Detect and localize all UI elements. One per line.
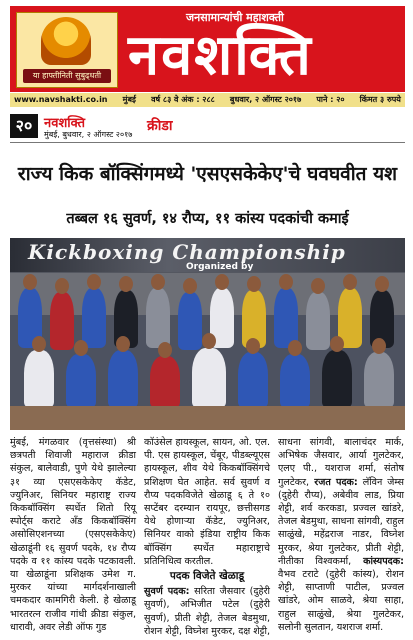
page-number: २० [10, 114, 38, 138]
silver-medal-list: लॅविन जेम्स (दुहेरी रौप्य), अबेवीव लाड, प्रिया शेट्टी, शर्व करकडा, प्रज्वल खांडरे, तेजल बेडमुथा, साधना सांगवी, राहुल साळुंखे, महेंद्रराज नाडर, विघ्नेश मुरकर, श्रेया गुलटेकर, प्रीती शेट्टी, नीतीका विश्वकर्मा, [278, 476, 404, 567]
article-headline: राज्य किक बॉक्सिंगमध्ये 'एसएसकेकेए'चे घवघवीत यश [17, 163, 398, 185]
athlete-figure [238, 352, 268, 408]
page-count: पाने : २० [316, 95, 345, 104]
bronze-medal-list: वैभव टराटे (दुहेरी कांस्य), रोशन शेट्टी, साप्ताणी पाटील, प्रज्वल खांडरे, ओम साळवे, श्रेया साहा, राहुल साळुंखे, श्रेया गुलटेकर, सलोनी सुलतान, यशराज शर्मा. [278, 569, 404, 633]
athlete-head [246, 338, 260, 354]
gold-medal-label: सुवर्ण पदक: [144, 586, 190, 598]
athlete-head [183, 278, 197, 294]
article-body [10, 436, 405, 637]
masthead-logo [16, 12, 118, 88]
masthead [10, 6, 405, 92]
athlete-head [343, 274, 357, 290]
bronze-medal-label: कांस्यपदक: [351, 555, 404, 567]
goddess-emblem-icon [41, 17, 91, 65]
athlete-figure [322, 350, 352, 408]
gold-medal-list: सरिता जैसवार (दुहेरी सुवर्ण), अभिजीत पटेल (दुहेरी सुवर्ण), प्रीती शेट्टी, तेजल बेडमुथा, रोशन शेट्टी, विघ्नेश मुरकर, दक्ष शेट्टी, [144, 586, 271, 637]
athlete-figure [50, 292, 74, 350]
website-link[interactable]: www.navshakti.co.in [14, 95, 108, 104]
athlete-figure [280, 354, 310, 408]
medal-winners-heading: पदक विजेते खेळाडू [169, 570, 245, 583]
edition-city: मुंबई [122, 95, 136, 104]
athlete-head [311, 278, 325, 294]
coach-figure [192, 348, 226, 408]
athlete-head [23, 274, 37, 290]
athlete-head [87, 274, 101, 290]
athlete-figure [82, 288, 106, 348]
photo-banner-title: Kickboxing Championship [28, 240, 346, 264]
athlete-figure [24, 350, 54, 408]
athlete-figure [108, 350, 138, 408]
column-2-text: कॉउंसेल हायस्कूल, सायन, ओ. एल. पी. एस हायस्कूल, चेंबूर, पीडब्ल्यूएस हायस्कूल, शीव येथे किकबॉक्सिंगचे प्रशिक्षण घेत आहेत. सर्व सुवर्ण व रौप्य पदकविजेते खेळाडू ६ ते १० सप्टेंबर दरम्यान रायपूर, छत्तीसगड येथे होणाऱ्या कॅडेट, ज्युनिअर, सिनियर वाको इंडिया राष्ट्रीय किक बॉक्सिंग स्पर्धेत महाराष्ट्राचे प्रतिनिधित्व करतील. [144, 437, 270, 567]
athlete-figure [150, 356, 180, 408]
photo-event-banner [10, 238, 405, 272]
athlete-head [74, 340, 88, 356]
page-header-strip [10, 112, 405, 143]
newspaper-name: नवशक्ति [128, 22, 313, 88]
athlete-figure [66, 354, 96, 408]
coach-head [202, 333, 216, 349]
team-photo [10, 238, 405, 430]
masthead-tagline: जनसामान्यांची महाशक्ती [186, 11, 284, 24]
athlete-figure [306, 292, 330, 350]
gold-medal-list-continued: साधना सांगवी, बालाचंदर मार्क, अभिषेक जैसवार, आर्या गुलटेकर, एलए पी., यशराज शर्मा, संतोष गुलटेकर, [278, 437, 404, 488]
athlete-head [330, 336, 344, 352]
article-column-2 [144, 436, 270, 638]
athlete-head [279, 274, 293, 290]
issue-date: बुधवार, २ ऑगस्ट २०१७ [229, 95, 302, 104]
athlete-head [55, 278, 69, 294]
masthead-info-bar [10, 93, 405, 107]
mini-newspaper-name: नवशक्ति [44, 116, 86, 131]
volume-issue: वर्ष ८३ वे अंक : २८८ [151, 95, 215, 104]
silver-medal-label: रजत पदक: [309, 476, 358, 488]
athlete-head [158, 342, 172, 358]
athlete-head [215, 274, 229, 290]
athlete-head [119, 276, 133, 292]
athlete-figure [146, 288, 170, 348]
athlete-head [32, 336, 46, 352]
athlete-head [375, 276, 389, 292]
logo-tagline: या हाफ्तीनिती सुबुढ्धती [23, 69, 111, 83]
athlete-head [288, 340, 302, 356]
section-label: क्रीडा [147, 118, 173, 134]
athlete-head [116, 336, 130, 352]
photo-floor [10, 406, 405, 430]
article-subheadline: तब्बल १६ सुवर्ण, १४ रौप्य, ११ कांस्य पदकांची कमाई [66, 211, 349, 227]
athlete-figure [178, 292, 202, 350]
athlete-head [372, 338, 386, 354]
athlete-figure [364, 352, 394, 408]
athlete-head [247, 276, 261, 292]
price: किंमत ३ रुपये [359, 95, 401, 104]
athlete-figure [274, 288, 298, 348]
article-column-1: मुंबई, मंगळवार (वृत्तसंस्था) श्री छत्रपती शिवाजी महाराज क्रीडा संकुल, बालेवाडी, पुणे येथे झालेल्या ३१ व्या एसएसकेकेए कॅडेट, ज्युनिअर, सिनियर महाराष्ट्र राज्य किकबॉक्सिंग स्पर्धेत शितो रियू स्पोर्ट्स कराटे अँड किकबॉक्सिंग असोसिएशनच्या (एसएसकेकेए) खेळाडूंनी १६ सुवर्ण पदके, १४ रौप्य पदके व ११ कांस्य पदके पटकावली. या खेळाडूंना प्रशिक्षक उमेश ग. मुरकर यांच्या मार्गदर्शनाखाली चमकदार कामगिरी केली. हे खेळाडू भारतरत्न राजीव गांधी क्रीडा संकुल, धारावी, अवर लेडी ऑफ गुड [10, 437, 136, 633]
mini-date: मुंबई, बुधवार, २ ऑगस्ट २०१७ [44, 130, 133, 139]
athlete-head [151, 274, 165, 290]
photo-banner-organizer: Organized by [186, 262, 254, 272]
article-column-3 [278, 436, 404, 634]
